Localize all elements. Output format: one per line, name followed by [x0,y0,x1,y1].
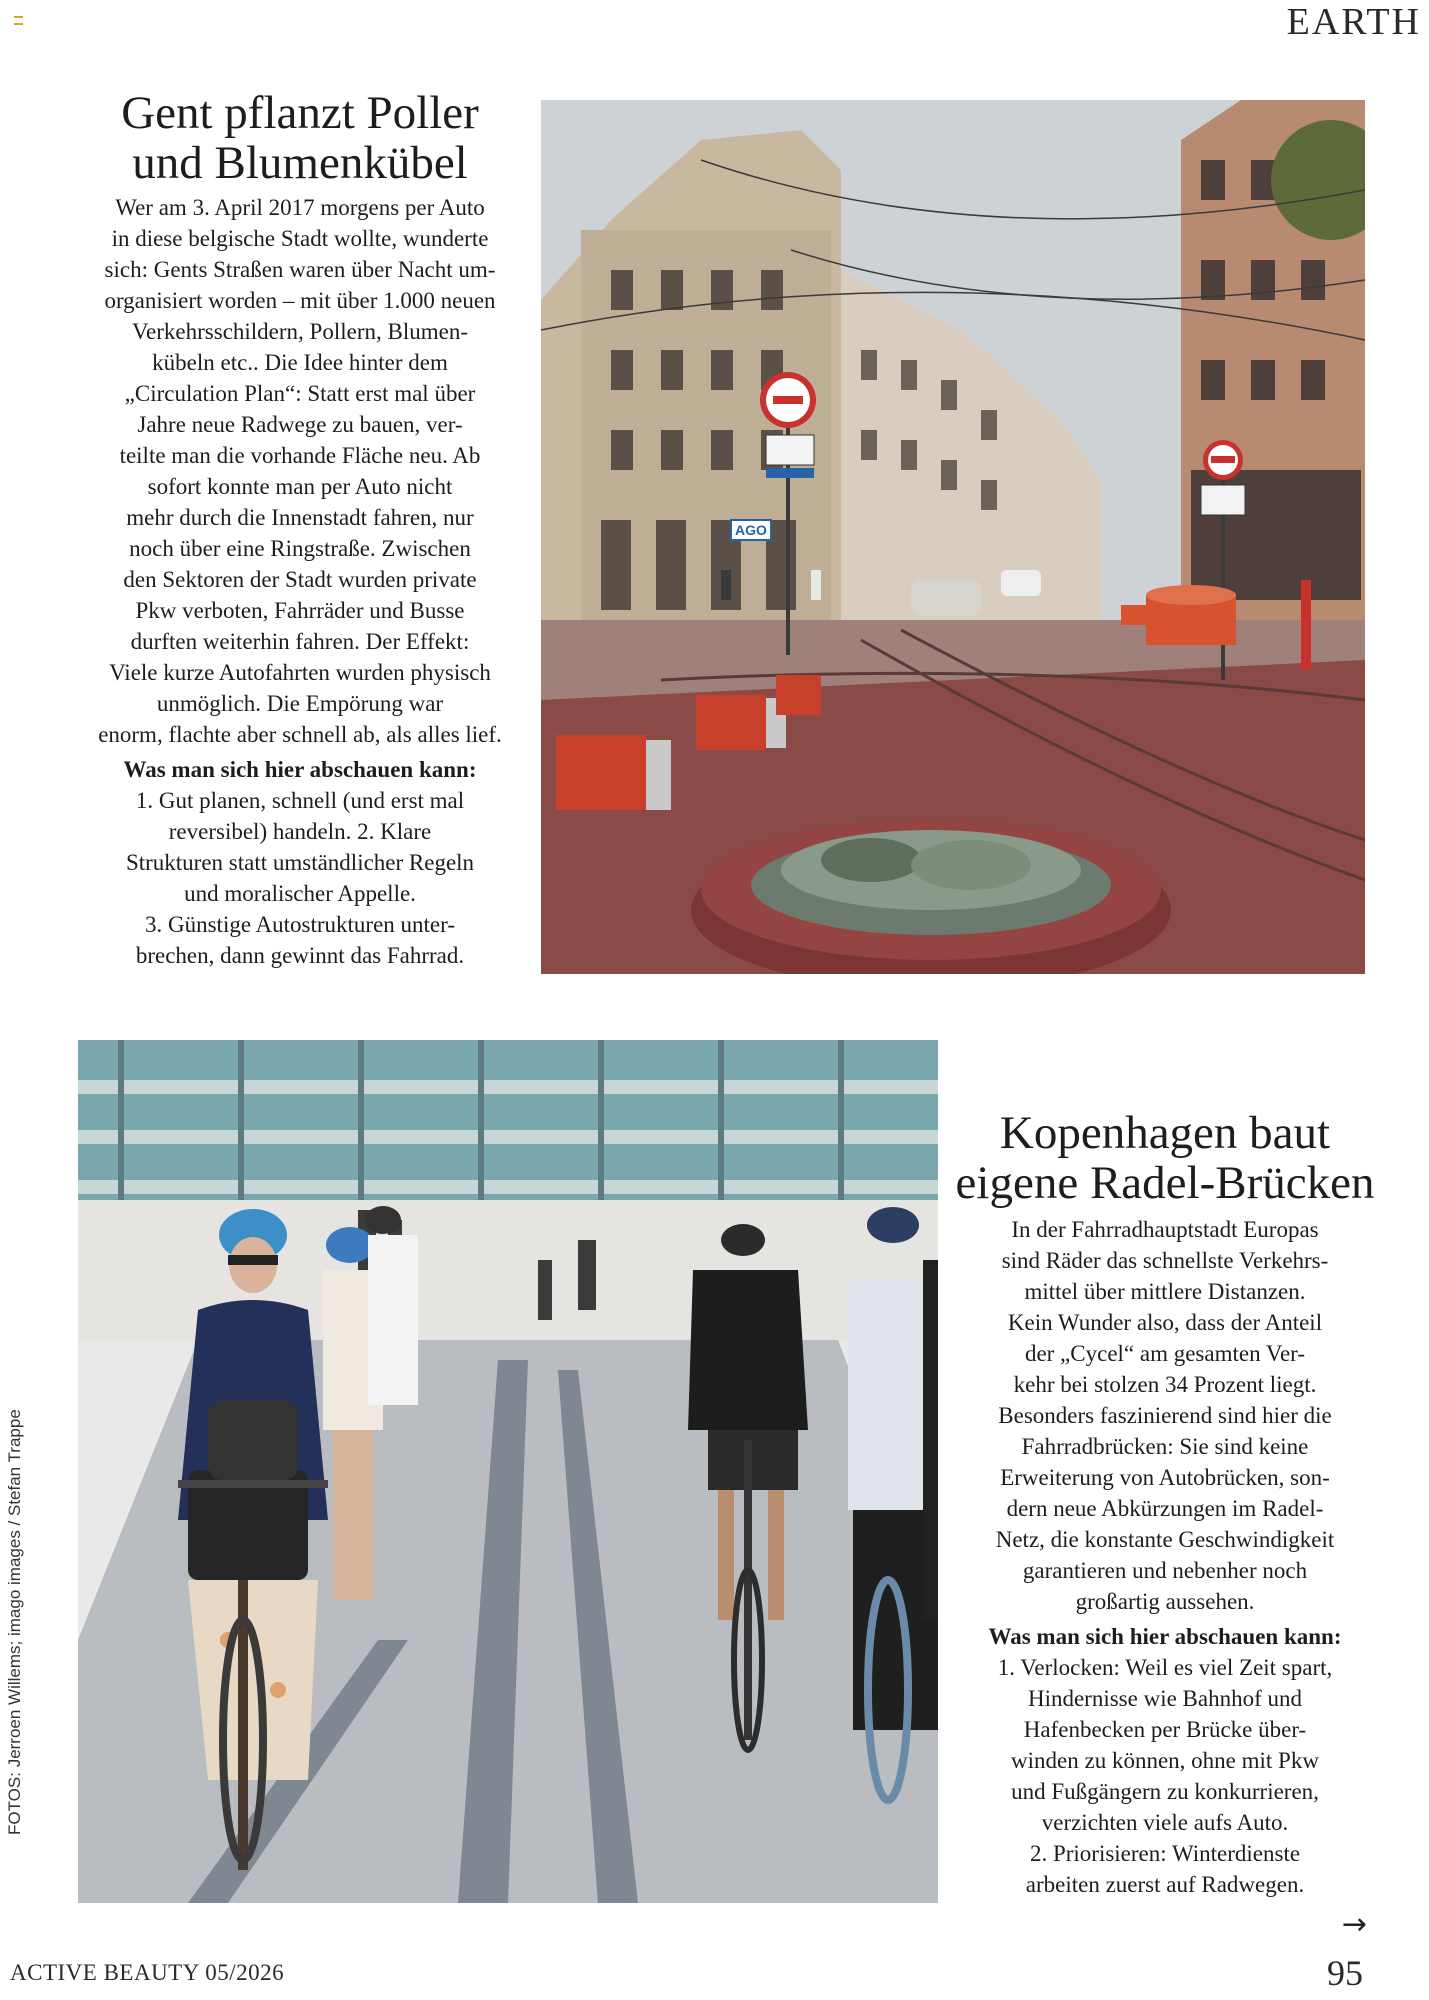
copenhagen-body-line: dern neue Abkürzungen im Radel- [1006,1496,1324,1521]
copenhagen-body-line: Netz, die konstante Geschwindigkeit [995,1527,1335,1552]
gent-tip-line: reversibel) handeln. 2. Klare [168,819,432,844]
copenhagen-tip-line: 1. Verlocken: Weil es viel Zeit spart, [997,1655,1333,1680]
gent-body-line: Pkw verboten, Fahrräder und Busse [135,598,465,623]
copenhagen-body-line: In der Fahrradhauptstadt Europas [1011,1217,1319,1242]
copenhagen-article [935,1108,1395,1900]
copenhagen-tip-line: winden zu können, ohne mit Pkw [1011,1748,1319,1773]
gent-tip-line: 1. Gut planen, schnell (und erst mal [135,788,465,813]
gent-street-photo [541,100,1365,974]
magazine-issue: ACTIVE BEAUTY 05/2026 [10,1960,285,1985]
gent-body-line: sofort konnte man per Auto nicht [147,474,453,499]
copenhagen-tip-line: 2. Priorisieren: Winterdienste [1029,1841,1301,1866]
gent-body-line: kübeln etc.. Die Idee hinter dem [152,350,448,375]
corner-marker-icon [14,16,23,25]
gent-body-line: durften weiterhin fahren. Der Effekt: [130,629,470,654]
gent-body-line: Viele kurze Autofahrten wurden physisch [109,660,491,685]
copenhagen-body-line: Kein Wunder also, dass der Anteil [1007,1310,1323,1335]
gent-body-line: Wer am 3. April 2017 morgens per Auto [115,195,485,220]
copenhagen-tip-line: Hafenbecken per Brücke über- [1023,1717,1307,1742]
copenhagen-tip-line: arbeiten zuerst auf Radwegen. [1025,1872,1305,1897]
copenhagen-bridge-photo [78,1040,938,1903]
copenhagen-tip-line: Hindernisse wie Bahnhof und [1027,1686,1303,1711]
gent-tip-line: brechen, dann gewinnt das Fahrrad. [135,943,465,968]
gent-body-line: sich: Gents Straßen waren über Nacht um- [104,257,496,282]
gent-headline [55,88,545,188]
section-label: EARTH [1286,1,1421,43]
gent-headline-line1: Gent pflanzt Poller [121,87,479,139]
gent-subhead: Was man sich hier abschauen kann: [123,757,477,782]
gent-headline-line2: und Blumenkübel [132,137,468,189]
gent-body-line: organisiert worden – mit über 1.000 neuen [104,288,496,313]
copenhagen-body-line: sind Räder das schnellste Verkehrs- [1001,1248,1329,1273]
gent-tip-line: Strukturen statt umständlicher Regeln [125,850,475,875]
gent-body-line: den Sektoren der Stadt wurden private [123,567,477,592]
gent-body-line: Jahre neue Radwege zu bauen, ver- [137,412,463,437]
gent-tips [55,785,545,971]
ago-sign-text: AGO [735,522,767,538]
copenhagen-body-line: garantieren und nebenher noch [1022,1558,1308,1583]
copenhagen-headline [935,1108,1395,1208]
cyclists-photo-icon [78,1040,938,1903]
gent-body-line: teilte man die vorhande Fläche neu. Ab [119,443,481,468]
copenhagen-headline-line1: Kopenhagen baut [999,1107,1331,1159]
gent-body [55,192,545,750]
arrow-right-icon[interactable]: → [1341,1907,1367,1942]
copenhagen-body-line: der „Cycel“ am gesamten Ver- [1024,1341,1306,1366]
gent-body-line: „Circulation Plan“: Statt erst mal über [124,381,476,406]
gent-tip-line: 3. Günstige Autostrukturen unter- [145,912,455,937]
photo-credit: FOTOS: Jerroen Willems; imago images / Stefan Trappe [5,1409,24,1835]
gent-body-line: noch über eine Ringstraße. Zwischen [129,536,471,561]
copenhagen-tip-line: verzichten viele aufs Auto. [1041,1810,1289,1835]
copenhagen-body-line: großartig aussehen. [1075,1589,1255,1614]
gent-body-line: enorm, flachte aber schnell ab, als alles lief. [98,722,502,747]
copenhagen-body-line: kehr bei stolzen 34 Prozent liegt. [1013,1372,1317,1397]
gent-tip-line: und moralischer Appelle. [184,881,416,906]
copenhagen-body [935,1214,1395,1617]
copenhagen-body-line: Erweiterung von Autobrücken, son- [1000,1465,1330,1490]
copenhagen-body-line: mittel über mittlere Distanzen. [1024,1279,1306,1304]
copenhagen-headline-line2: eigene Radel-Brücken [955,1157,1375,1209]
gent-body-line: in diese belgische Stadt wollte, wunderte [111,226,489,251]
street-photo-icon [541,100,1365,974]
copenhagen-body-line: Fahrradbrücken: Sie sind keine [1021,1434,1309,1459]
gent-body-line: unmöglich. Die Empörung war [156,691,444,716]
gent-body-line: mehr durch die Innenstadt fahren, nur [126,505,474,530]
copenhagen-tips [935,1652,1395,1900]
copenhagen-subhead: Was man sich hier abschauen kann: [988,1624,1342,1649]
gent-article [55,88,545,971]
copenhagen-tip-line: und Fußgängern zu konkurrieren, [1011,1779,1319,1804]
gent-body-line: Verkehrsschildern, Pollern, Blumen- [132,319,468,344]
copenhagen-body-line: Besonders faszinierend sind hier die [998,1403,1332,1428]
page-number: 95 [1327,1953,1363,1993]
